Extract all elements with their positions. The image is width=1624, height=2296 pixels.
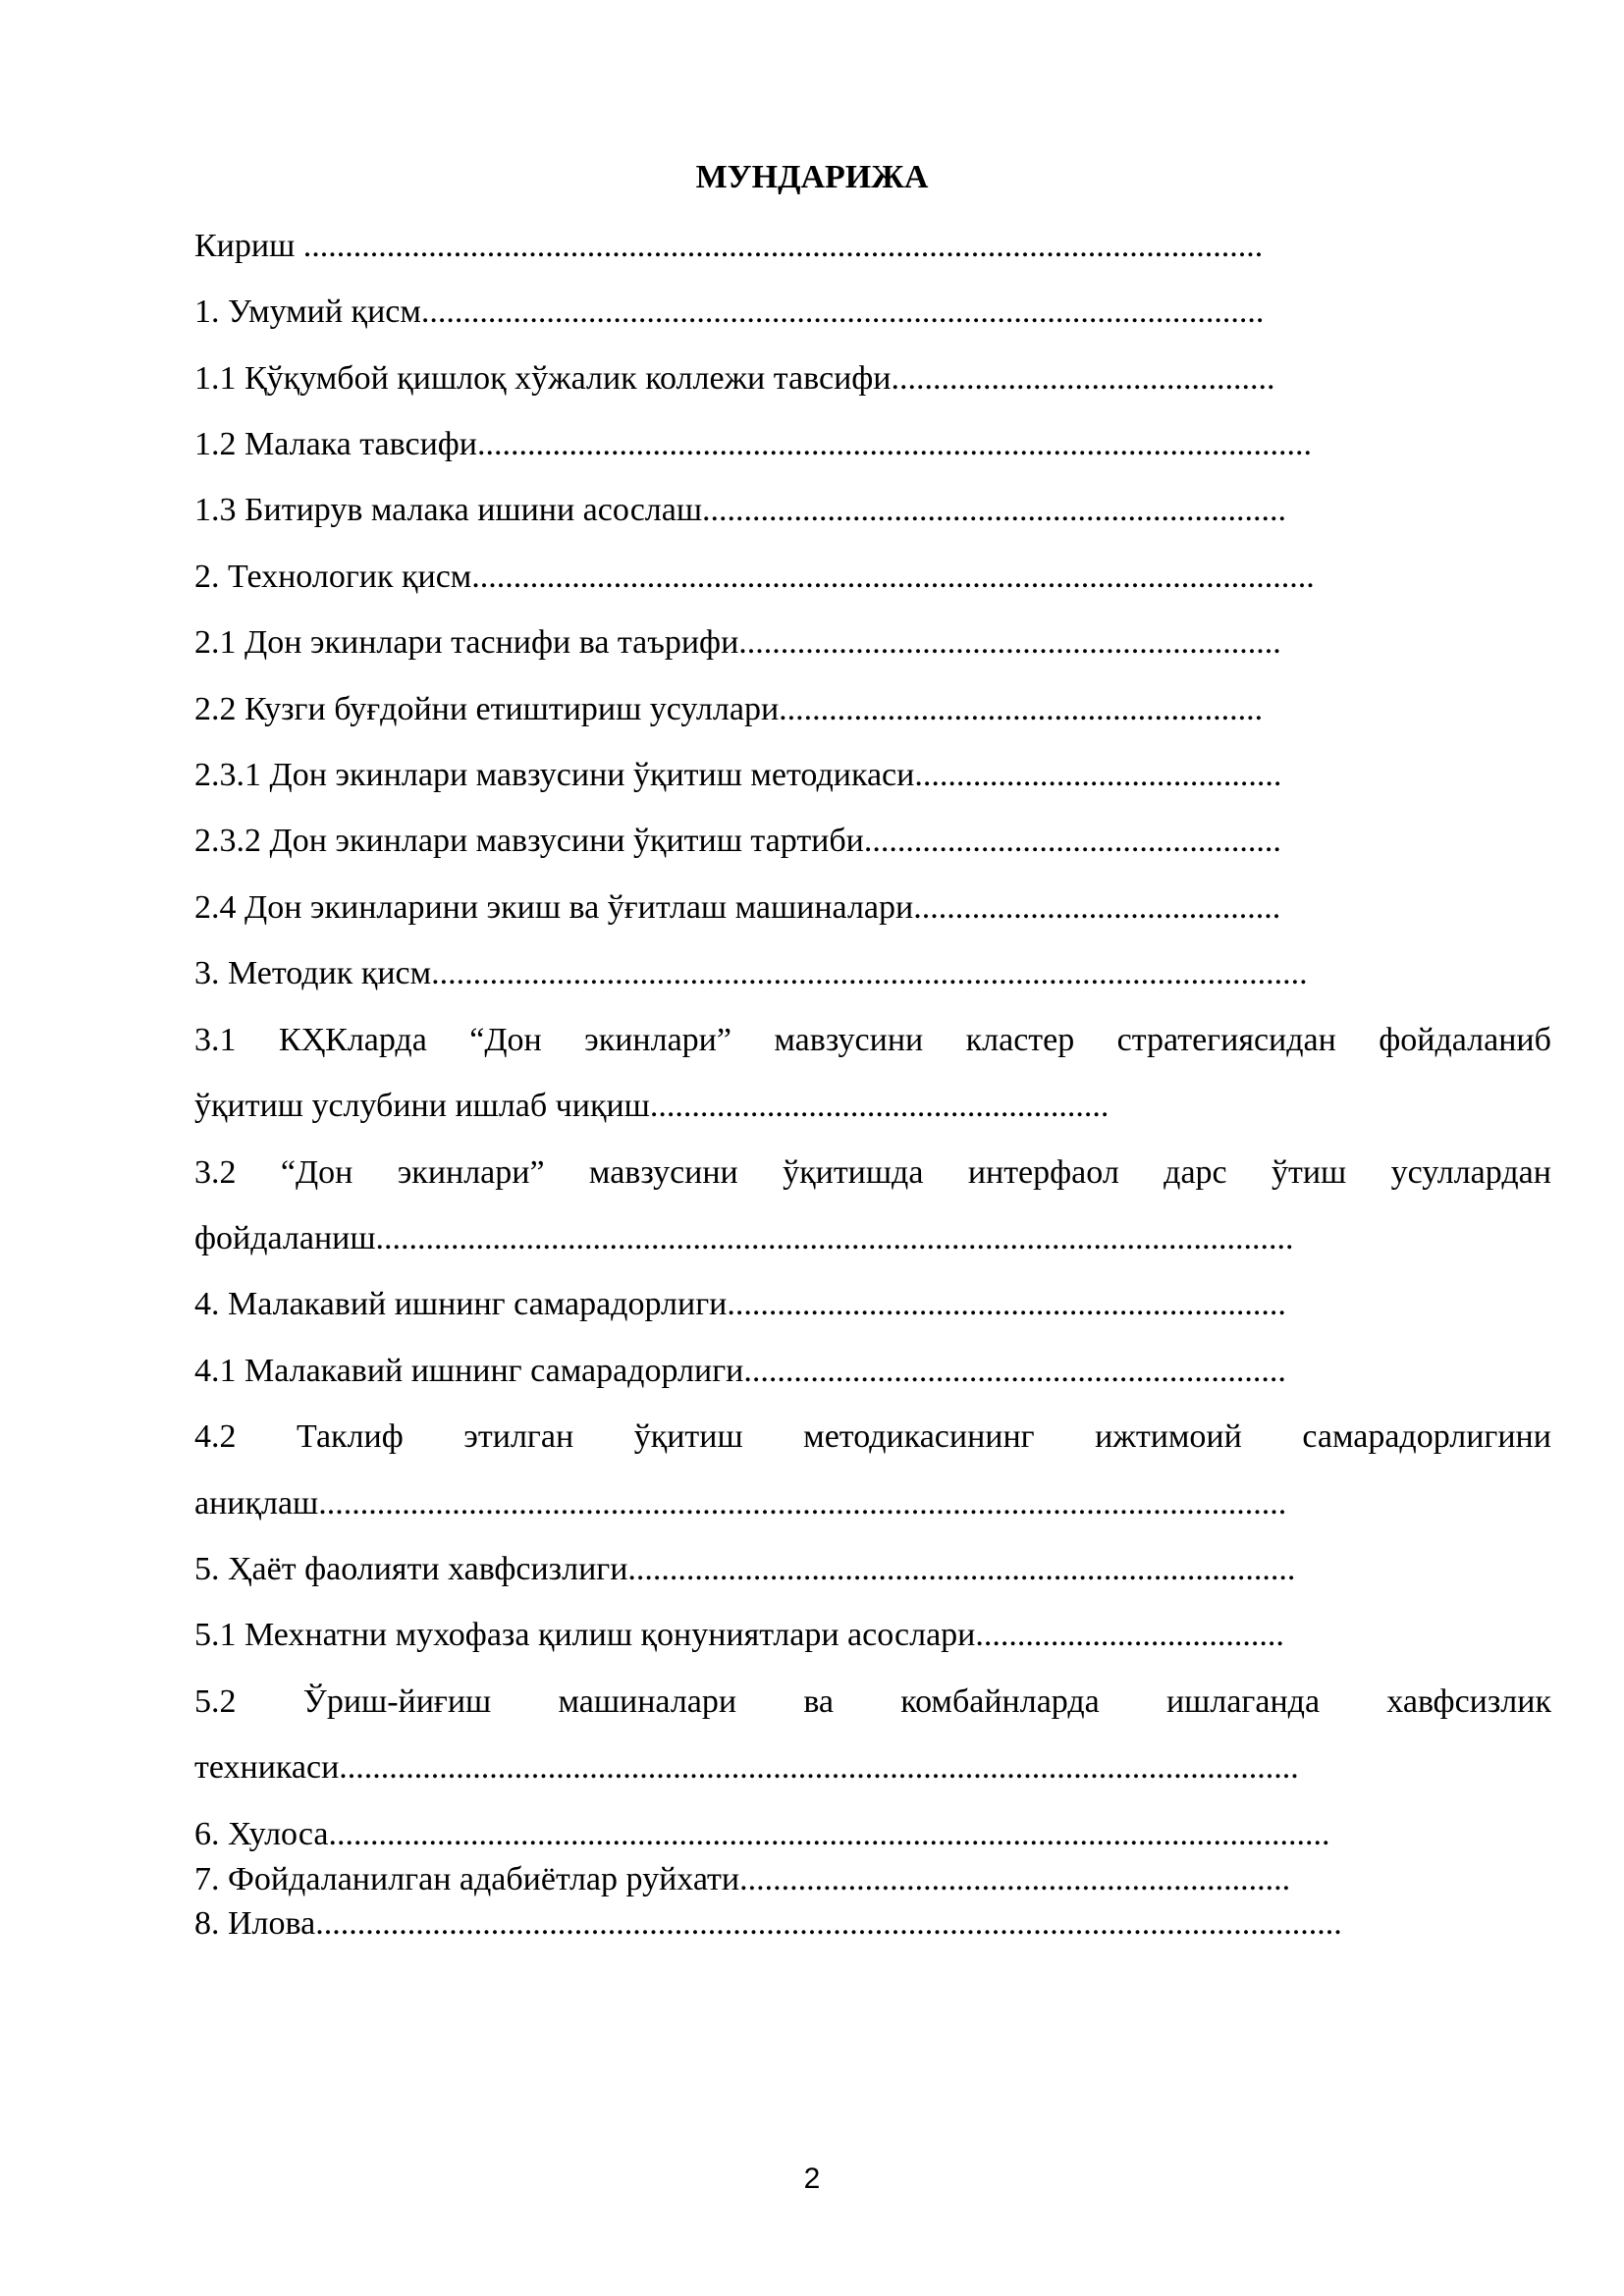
toc-word: Таклиф bbox=[297, 1418, 404, 1455]
toc-entry-continuation: ўқитиш услубини ишлаб чиқиш....................................................... bbox=[194, 1088, 1110, 1124]
toc-word: кластер bbox=[965, 1022, 1075, 1058]
toc-entry: 1.1 Қўқумбой қишлоқ хўжалик коллежи тавсифи.............................................. bbox=[194, 360, 1275, 397]
toc-word: самарадорлигини bbox=[1302, 1418, 1551, 1455]
toc-word: дарс bbox=[1164, 1154, 1227, 1191]
toc-entry: 2.2 Кузги буғдойни етиштириш усуллари.......................................................... bbox=[194, 691, 1264, 727]
toc-word: ўқитиш bbox=[633, 1418, 743, 1455]
toc-word: экинлари” bbox=[584, 1022, 731, 1058]
toc-entry: 2.3.2 Дон экинлари мавзусини ўқитиш тартиби.................................................. bbox=[194, 823, 1281, 859]
toc-word: 5.2 bbox=[194, 1683, 237, 1720]
toc-entry-multiline bbox=[194, 1016, 1551, 1065]
toc-entry-multiline bbox=[194, 1678, 1551, 1727]
toc-word: 3.2 bbox=[194, 1154, 237, 1191]
toc-word: ўтиш bbox=[1272, 1154, 1347, 1191]
toc-word: ижтимоий bbox=[1095, 1418, 1242, 1455]
toc-entry: 8. Илова........................................................................................................................... bbox=[194, 1905, 1342, 1942]
toc-word: методикасининг bbox=[803, 1418, 1035, 1455]
toc-word: интерфаол bbox=[967, 1154, 1119, 1191]
toc-word: Ўриш-йиғиш bbox=[302, 1683, 492, 1720]
toc-entry-multiline bbox=[194, 1148, 1551, 1198]
toc-word: ишлаганда bbox=[1165, 1683, 1321, 1720]
toc-entry: 5.1 Мехнатни мухофаза қилиш қонуниятлари асослари..................................... bbox=[194, 1617, 1284, 1653]
toc-entry: 1.2 Малака тавсифи.................................................................................................... bbox=[194, 426, 1313, 462]
toc-entry-continuation: аниқлаш.................................................................................................................... bbox=[194, 1485, 1287, 1522]
toc-word: ўқитишда bbox=[783, 1154, 924, 1191]
toc-word: фойдаланиб bbox=[1379, 1022, 1551, 1058]
toc-entry: 2. Технологик қисм..................................................................................................... bbox=[194, 559, 1315, 595]
toc-entry: 2.1 Дон экинлари таснифи ва таърифи................................................................. bbox=[194, 624, 1281, 661]
toc-entry: 3. Методик қисм......................................................................................................... bbox=[194, 955, 1308, 991]
toc-entry: 1.3 Битирув малака ишини асослаш...................................................................... bbox=[194, 492, 1287, 528]
toc-word: экинлари” bbox=[397, 1154, 545, 1191]
toc-word: ва bbox=[803, 1683, 835, 1720]
toc-word: комбайнларда bbox=[900, 1683, 1100, 1720]
toc-word: “Дон bbox=[280, 1154, 353, 1191]
toc-word: хавфсизлик bbox=[1386, 1683, 1551, 1720]
toc-entry: 7. Фойдаланилган адабиётлар руйхати.................................................................. bbox=[194, 1861, 1291, 1897]
toc-word: усуллардан bbox=[1390, 1154, 1551, 1191]
toc-entry: 4. Малакавий ишнинг самарадорлиги................................................................... bbox=[194, 1286, 1286, 1322]
toc-entry: 2.3.1 Дон экинлари мавзусини ўқитиш методикаси............................................ bbox=[194, 757, 1282, 793]
toc-word: мавзусини bbox=[588, 1154, 738, 1191]
toc-word: КҲКларда bbox=[278, 1022, 427, 1058]
toc-entry: 2.4 Дон экинларини экиш ва ўғитлаш машиналари............................................ bbox=[194, 889, 1281, 926]
toc-word: этилган bbox=[463, 1418, 574, 1455]
toc-entry: 5. Ҳаёт фаолияти хавфсизлиги................................................................................ bbox=[194, 1551, 1296, 1587]
toc-word: мавзусини bbox=[774, 1022, 924, 1058]
toc-entry-multiline bbox=[194, 1413, 1551, 1462]
toc-entry-continuation: фойдаланиш.............................................................................................................. bbox=[194, 1220, 1294, 1256]
toc-entry: 6. Хулоса........................................................................................................................ bbox=[194, 1816, 1330, 1852]
page-title: МУНДАРИЖА bbox=[695, 159, 929, 195]
toc-word: 4.2 bbox=[194, 1418, 237, 1455]
toc-entry: 4.1 Малакавий ишнинг самарадорлиги................................................................. bbox=[194, 1353, 1286, 1389]
toc-entry: Кириш ................................................................................................................... bbox=[194, 228, 1264, 264]
toc-entry-continuation: техникаси................................................................................................................... bbox=[194, 1749, 1299, 1786]
toc-entry: 1. Умумий қисм..................................................................................................... bbox=[194, 294, 1265, 330]
toc-word: “Дон bbox=[469, 1022, 542, 1058]
page-number: 2 bbox=[803, 2163, 821, 2195]
toc-word: 3.1 bbox=[194, 1022, 237, 1058]
toc-word: стратегиясидан bbox=[1116, 1022, 1336, 1058]
toc-word: машиналари bbox=[558, 1683, 737, 1720]
